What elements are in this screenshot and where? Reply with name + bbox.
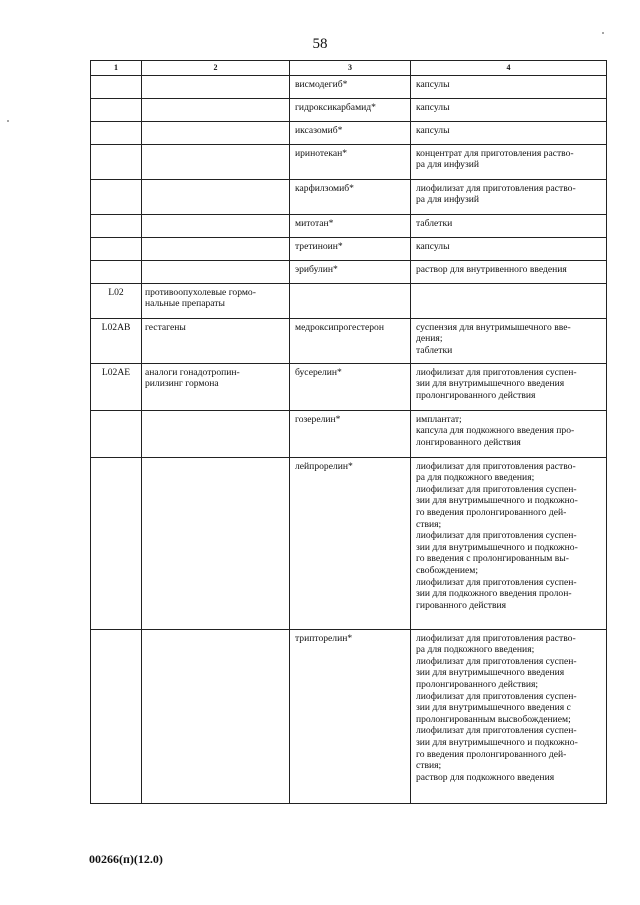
dosage-form-cell (411, 283, 607, 318)
drug-name-cell: третиноин* (290, 237, 411, 260)
form-line: лиофилизат для приготовления суспен- (416, 366, 577, 378)
group-name-cell (142, 98, 290, 121)
form-line: лиофилизат для приготовления суспен- (416, 483, 577, 495)
table-row (91, 214, 607, 237)
dosage-form-cell (411, 214, 607, 237)
atc-code-cell (91, 121, 142, 144)
dosage-form-cell (411, 237, 607, 260)
drug-name-cell: эрибулин* (290, 260, 411, 283)
group-name-cell (142, 410, 290, 457)
form-line: лиофилизат для приготовления раство- (416, 182, 576, 194)
form-line: зии для подкожного введения пролон- (416, 588, 572, 600)
dosage-form-cell (411, 121, 607, 144)
form-line: ствия; (416, 518, 442, 530)
form-line: капсулы (416, 240, 450, 252)
form-line: лиофилизат для приготовления суспен- (416, 530, 577, 542)
drug-name-cell: митотан* (290, 214, 411, 237)
dosage-form-cell (411, 144, 607, 179)
form-line: го введения пролонгированного дей- (416, 748, 567, 760)
atc-code-cell: L02AB (91, 318, 142, 363)
column-header: 3 (290, 61, 411, 76)
form-line: зии для внутримышечного и подкожно- (416, 736, 578, 748)
column-header: 2 (142, 61, 290, 76)
column-header: 4 (411, 61, 607, 76)
form-line: ра для подкожного введения; (416, 644, 535, 656)
dosage-form-cell (411, 363, 607, 410)
drug-name-cell: гидроксикарбамид* (290, 98, 411, 121)
drug-name-cell: лейпрорелин* (290, 457, 411, 629)
atc-code-cell (91, 410, 142, 457)
form-line: таблетки (416, 217, 453, 229)
column-header: 1 (91, 61, 142, 76)
form-line: свобождением; (416, 564, 478, 576)
drug-table (90, 60, 607, 804)
form-line: лиофилизат для приготовления суспен- (416, 725, 577, 737)
atc-code-cell (91, 179, 142, 214)
scan-speck (602, 32, 604, 34)
form-line: лонгированного действия (416, 436, 521, 448)
form-line: го введения пролонгированного дей- (416, 506, 567, 518)
drug-name-cell: иксазомиб* (290, 121, 411, 144)
form-line: раствор для внутривенного введения (416, 263, 567, 275)
form-line: концентрат для приготовления раство- (416, 147, 574, 159)
form-line: капсула для подкожного введения про- (416, 425, 575, 437)
table-row (91, 457, 607, 629)
group-name-cell (142, 457, 290, 629)
form-line: зии для внутримышечного введения (416, 378, 565, 390)
form-line: суспензия для внутримышечного вве- (416, 321, 571, 333)
form-line: ра для инфузий (416, 194, 480, 206)
dosage-form-cell (411, 457, 607, 629)
drug-name-cell: висмодегиб* (290, 75, 411, 98)
drug-name-cell: иринотекан* (290, 144, 411, 179)
group-name-cell (142, 629, 290, 803)
table-row (91, 363, 607, 410)
atc-code-cell (91, 98, 142, 121)
form-line: имплантат; (416, 413, 462, 425)
atc-code-cell (91, 457, 142, 629)
dosage-form-cell (411, 98, 607, 121)
form-line: ствия; (416, 760, 442, 772)
page-number: 58 (312, 36, 328, 52)
form-line: дения; (416, 333, 443, 345)
form-line: ра для инфузий (416, 159, 480, 171)
form-line: зии для внутримышечного и подкожно- (416, 541, 578, 553)
form-line: зии для внутримышечного введения (416, 667, 565, 679)
atc-code-cell (91, 75, 142, 98)
atc-code-cell: L02AE (91, 363, 142, 410)
dosage-form-cell (411, 75, 607, 98)
atc-code-cell: L02 (91, 283, 142, 318)
group-name-cell (142, 179, 290, 214)
table-row (91, 121, 607, 144)
dosage-form-cell (411, 629, 607, 803)
form-line: гированного действия (416, 599, 507, 611)
drug-name-cell: карфилзомиб* (290, 179, 411, 214)
drug-name-cell: медроксипрогестерон (290, 318, 411, 363)
form-line: лиофилизат для приготовления суспен- (416, 576, 577, 588)
form-line: раствор для подкожного введения (416, 771, 555, 783)
group-name-cell: гестагены (142, 318, 290, 363)
group-name-cell (142, 260, 290, 283)
group-name-cell: противоопухолевые гормо- нальные препараты (142, 283, 290, 318)
drug-name-cell (290, 283, 411, 318)
form-line: пролонгированного действия (416, 389, 536, 401)
drug-name-cell: гозерелин* (290, 410, 411, 457)
table-row (91, 98, 607, 121)
atc-code-cell (91, 144, 142, 179)
table-row (91, 629, 607, 803)
table-row (91, 75, 607, 98)
drug-name-cell: бусерелин* (290, 363, 411, 410)
group-name-cell: аналоги гонадотропин- рилизинг гормона (142, 363, 290, 410)
table-row (91, 144, 607, 179)
form-line: капсулы (416, 78, 450, 90)
group-name-cell (142, 121, 290, 144)
form-line: пролонгированного действия; (416, 678, 539, 690)
form-line: зии для внутримышечного введения с (416, 702, 571, 714)
form-line: лиофилизат для приготовления суспен- (416, 690, 577, 702)
atc-code-cell (91, 260, 142, 283)
atc-code-cell (91, 237, 142, 260)
dosage-form-cell (411, 260, 607, 283)
group-name-cell (142, 214, 290, 237)
dosage-form-cell (411, 410, 607, 457)
form-line: лиофилизат для приготовления раство- (416, 632, 576, 644)
table-header-row (91, 61, 607, 76)
drug-name-cell: трипторелин* (290, 629, 411, 803)
table-row (91, 237, 607, 260)
form-line: лиофилизат для приготовления суспен- (416, 655, 577, 667)
scan-speck (7, 120, 9, 122)
dosage-form-cell (411, 179, 607, 214)
document-code: 00266(п)(12.0) (89, 852, 163, 866)
group-name-cell (142, 237, 290, 260)
dosage-form-cell (411, 318, 607, 363)
table-row (91, 260, 607, 283)
form-line: таблетки (416, 344, 453, 356)
drug-table-body (91, 61, 607, 804)
atc-code-cell (91, 214, 142, 237)
table-row (91, 283, 607, 318)
form-line: го введения с пролонгированным вы- (416, 553, 569, 565)
table-row (91, 179, 607, 214)
form-line: пролонгированным высвобождением; (416, 713, 571, 725)
table-row (91, 410, 607, 457)
form-line: зии для внутримышечного и подкожно- (416, 495, 578, 507)
group-name-cell (142, 75, 290, 98)
group-name-cell (142, 144, 290, 179)
form-line: лиофилизат для приготовления раство- (416, 460, 576, 472)
form-line: капсулы (416, 124, 450, 136)
table-row (91, 318, 607, 363)
form-line: капсулы (416, 101, 450, 113)
form-line: ра для подкожного введения; (416, 472, 535, 484)
atc-code-cell (91, 629, 142, 803)
